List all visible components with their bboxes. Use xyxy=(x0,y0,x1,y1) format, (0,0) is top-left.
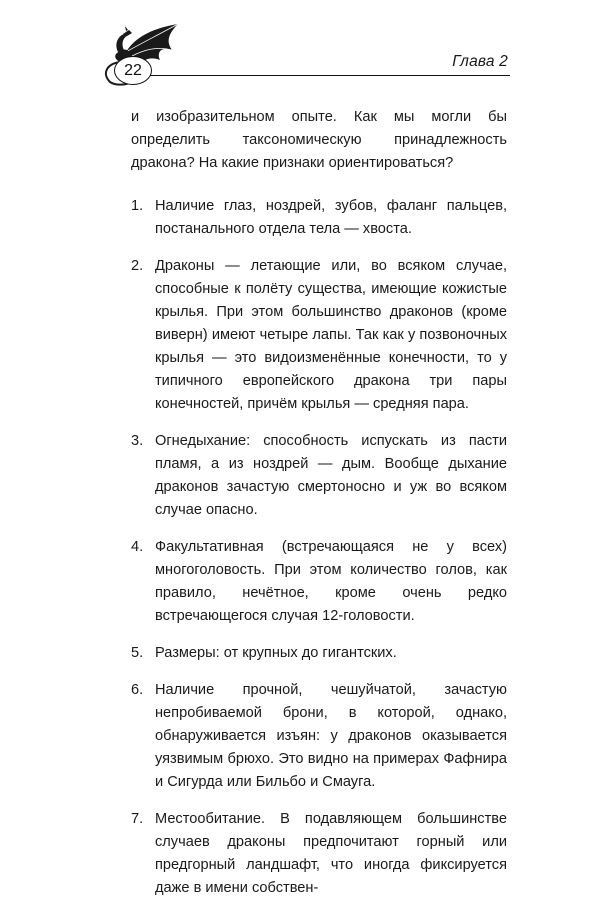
list-item xyxy=(131,808,507,900)
item-text: Размеры: от крупных до гигантских. xyxy=(155,645,397,661)
list-item xyxy=(131,195,507,241)
item-text: Наличие глаз, ноздрей, зубов, фаланг пальцев, постанального отдела тела — хвоста. xyxy=(155,198,507,237)
page-body xyxy=(131,106,507,914)
item-text: Драконы — летающие или, во всяком случае, способные к полёту существа, имеющие кожистые крылья. При этом большинство драконов (кроме виверн) имеют четыре лапы. Так как у позвоночных крылья — это видоизменённые конечности, то у типичного европейского дракона три пары конечностей, причём крылья — средняя пара. xyxy=(155,258,507,412)
header-divider xyxy=(150,75,510,76)
item-text: Факультативная (встречающаяся не у всех) многоголовость. При этом количество голов, как правило, нечётное, кроме очень редко встречающегося случая 12-головости. xyxy=(155,539,507,624)
dragon-criteria-list xyxy=(131,195,507,900)
list-item xyxy=(131,255,507,416)
running-header xyxy=(0,0,600,100)
page-number: 22 xyxy=(114,56,152,85)
item-number: 1. xyxy=(131,198,144,214)
item-number: 3. xyxy=(131,433,144,449)
list-item xyxy=(131,679,507,794)
item-text: Наличие прочной, чешуйчатой, зачастую непробиваемой брони, в которой, однако, обнаруживается изъян: у драконов оказывается уязвимым брюхо. Это видно на примерах Фафнира и Сигурда или Бильбо и Смауга. xyxy=(155,682,507,790)
list-item xyxy=(131,536,507,628)
item-text: Местообитание. В подавляющем большинстве случаев драконы предпочитают горный или предгорный ландшафт, что иногда фиксируется даже в имени собствен- xyxy=(155,811,507,896)
item-number: 5. xyxy=(131,645,144,661)
list-item xyxy=(131,642,507,665)
item-number: 4. xyxy=(131,539,144,555)
item-number: 6. xyxy=(131,682,144,698)
item-number: 2. xyxy=(131,258,144,274)
item-text: Огнедыхание: способность испускать из пасти пламя, а из ноздрей — дым. Вообще дыхание драконов зачастую смертоносно и уж во всяком случае опасно. xyxy=(155,433,507,518)
list-item xyxy=(131,430,507,522)
intro-paragraph: и изобразительном опыте. Как мы могли бы определить таксономическую принадлежность дракона? На какие признаки ориентироваться? xyxy=(131,109,507,171)
item-number: 7. xyxy=(131,811,144,827)
chapter-title: Глава 2 xyxy=(452,53,508,70)
